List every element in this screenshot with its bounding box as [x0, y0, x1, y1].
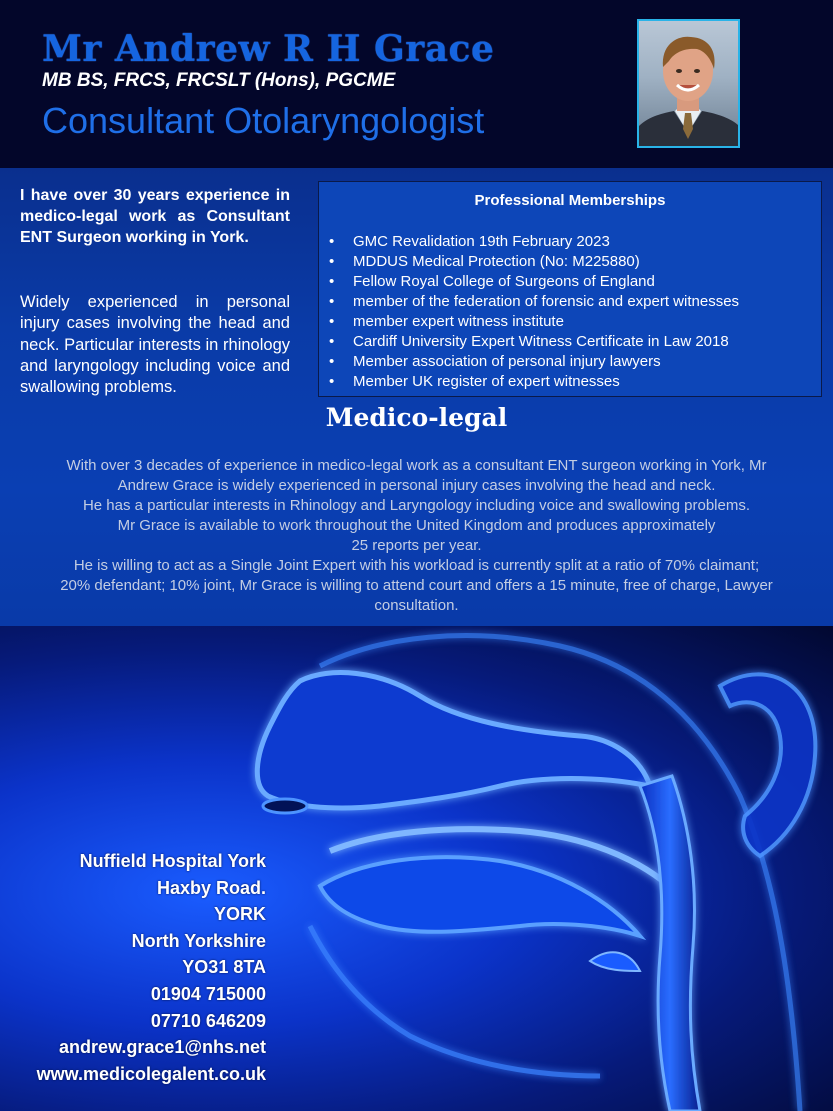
contact-address: [0, 848, 266, 1087]
description-line: With over 3 decades of experience in medico-legal work as a consultant ENT surgeon working in York, Mr: [66, 457, 767, 474]
list-item: • member expert witness institute: [329, 313, 564, 330]
medico-legal-description: [16, 456, 817, 616]
memberships-list: [329, 232, 739, 392]
description-line: consultation.: [374, 597, 459, 614]
description-line: Mr Grace is available to work throughout the United Kingdom and produces approximately: [117, 517, 716, 534]
intro-experience: I have over 30 years experience in medico-legal work as Consultant ENT Surgeon working in York.: [20, 187, 290, 246]
phone-mobile: 07710 646209: [150, 1010, 266, 1031]
phone-primary: 01904 715000: [150, 983, 266, 1004]
street: Haxby Road.: [156, 877, 266, 898]
description-line: 20% defendant; 10% joint, Mr Grace is willing to attend court and offers a 15 minute, free of charge, Lawyer: [60, 577, 773, 594]
list-item: • Cardiff University Expert Witness Certificate in Law 2018: [329, 333, 729, 350]
description-line: He has a particular interests in Rhinology and Laryngology including voice and swallowing problems.: [82, 497, 751, 514]
description-line: 25 reports per year.: [351, 537, 482, 554]
website-link[interactable]: www.medicolegalent.co.uk: [36, 1063, 266, 1084]
email-link[interactable]: andrew.grace1@nhs.net: [59, 1037, 266, 1058]
city: YORK: [213, 904, 266, 925]
list-item: • MDDUS Medical Protection (No: M225880): [329, 253, 640, 270]
header: [0, 0, 833, 168]
list-item: • GMC Revalidation 19th February 2023: [329, 233, 610, 250]
portrait-icon: [639, 21, 738, 146]
postcode: YO31 8TA: [182, 957, 266, 978]
description-line: He is willing to act as a Single Joint Expert with his workload is currently split at a ratio of 70% claimant;: [73, 557, 760, 574]
memberships-title: Professional Memberships: [474, 192, 666, 209]
description-line: Andrew Grace is widely experienced in personal injury cases involving the head and neck.: [117, 477, 716, 494]
medico-legal-title: Medico-legal: [325, 403, 508, 432]
list-item: • Fellow Royal College of Surgeons of England: [329, 273, 655, 290]
doctor-name: Mr Andrew R H Grace: [42, 28, 495, 70]
intro-interests: Widely experienced in personal injury cases involving the head and neck. Particular interests in rhinology and laryngology including voice and swallowing problems.: [20, 293, 290, 397]
hospital-name: Nuffield Hospital York: [79, 851, 266, 871]
memberships-box: [318, 181, 822, 397]
portrait-photo: [637, 19, 740, 148]
job-title: Consultant Otolaryngologist: [42, 100, 485, 141]
list-item: • Member UK register of expert witnesses: [329, 373, 620, 390]
list-item: • member of the federation of forensic and expert witnesses: [329, 293, 740, 310]
qualifications: MB BS, FRCS, FRCSLT (Hons), PGCME: [42, 70, 396, 91]
county: North Yorkshire: [131, 930, 266, 951]
list-item: • Member association of personal injury lawyers: [329, 353, 661, 370]
